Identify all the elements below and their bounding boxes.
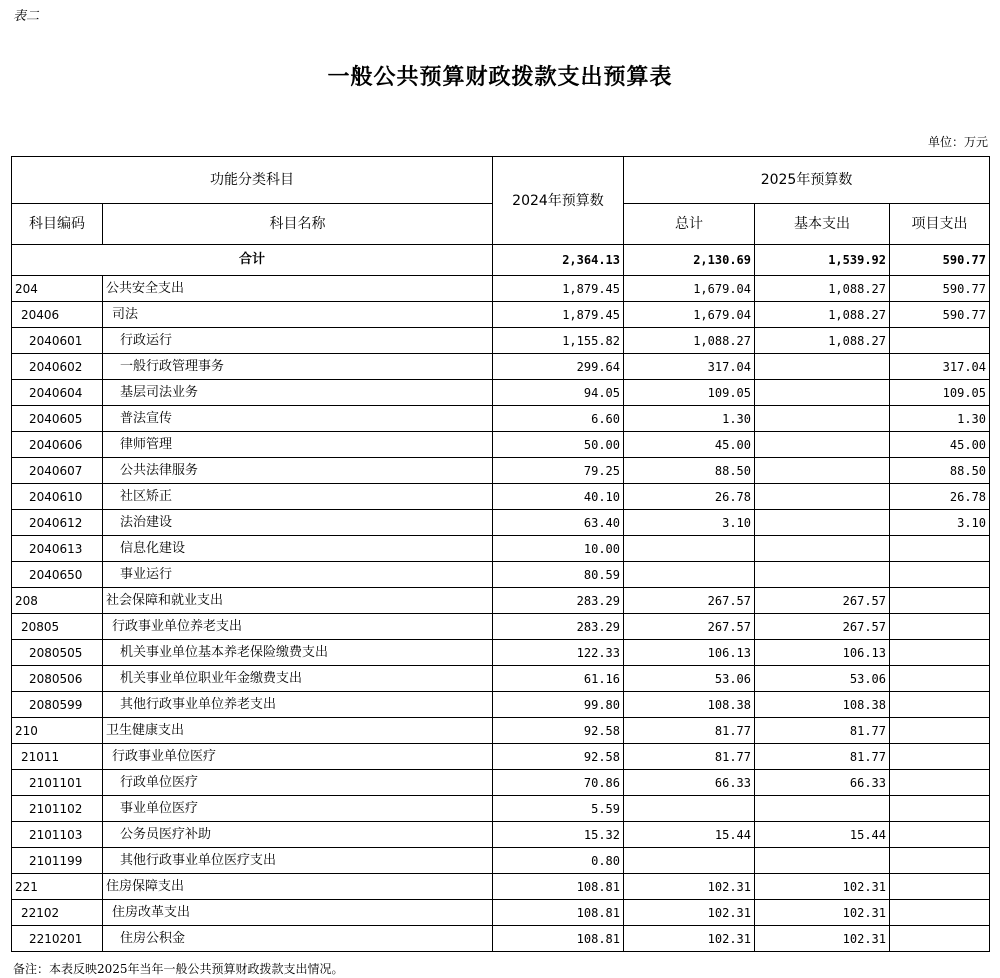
cell-budget-2025-project xyxy=(890,718,990,744)
cell-budget-2025-project: 590.77 xyxy=(890,302,990,328)
table-row xyxy=(12,718,990,744)
cell-name: 住房保障支出 xyxy=(103,874,493,900)
cell-name: 律师管理 xyxy=(103,432,493,458)
cell-budget-2025-basic xyxy=(755,380,890,406)
table-row xyxy=(12,458,990,484)
cell-name: 行政事业单位养老支出 xyxy=(103,614,493,640)
cell-budget-2025-total: 66.33 xyxy=(624,770,755,796)
cell-budget-2025-total: 81.77 xyxy=(624,718,755,744)
cell-budget-2024: 15.32 xyxy=(493,822,624,848)
budget-table xyxy=(11,156,990,952)
cell-budget-2024: 1,879.45 xyxy=(493,302,624,328)
cell-budget-2025-basic: 81.77 xyxy=(755,718,890,744)
cell-name: 法治建设 xyxy=(103,510,493,536)
cell-budget-2025-project: 1.30 xyxy=(890,406,990,432)
cell-budget-2024: 40.10 xyxy=(493,484,624,510)
cell-code: 2210201 xyxy=(12,926,103,952)
cell-budget-2025-basic xyxy=(755,536,890,562)
cell-budget-2024: 108.81 xyxy=(493,926,624,952)
cell-budget-2025-project: 109.05 xyxy=(890,380,990,406)
cell-budget-2025-basic: 102.31 xyxy=(755,874,890,900)
total-budget-2025-total: 2,130.69 xyxy=(624,245,755,276)
cell-budget-2025-total xyxy=(624,796,755,822)
table-row xyxy=(12,796,990,822)
cell-code: 2040602 xyxy=(12,354,103,380)
cell-code: 2040612 xyxy=(12,510,103,536)
cell-code: 2040607 xyxy=(12,458,103,484)
cell-budget-2025-total: 1,088.27 xyxy=(624,328,755,354)
cell-budget-2025-project: 3.10 xyxy=(890,510,990,536)
cell-budget-2025-project xyxy=(890,588,990,614)
cell-budget-2025-total: 106.13 xyxy=(624,640,755,666)
cell-budget-2025-project xyxy=(890,874,990,900)
table-row xyxy=(12,614,990,640)
cell-budget-2025-total: 108.38 xyxy=(624,692,755,718)
cell-budget-2024: 0.80 xyxy=(493,848,624,874)
cell-budget-2025-basic xyxy=(755,796,890,822)
cell-name: 普法宣传 xyxy=(103,406,493,432)
table-row xyxy=(12,380,990,406)
cell-budget-2025-project xyxy=(890,770,990,796)
cell-name: 基层司法业务 xyxy=(103,380,493,406)
cell-budget-2024: 6.60 xyxy=(493,406,624,432)
header-code: 科目编码 xyxy=(12,204,103,245)
cell-name: 社区矫正 xyxy=(103,484,493,510)
cell-budget-2025-total: 102.31 xyxy=(624,874,755,900)
cell-name: 机关事业单位基本养老保险缴费支出 xyxy=(103,640,493,666)
header-budget-2025: 2025年预算数 xyxy=(624,157,990,204)
cell-name: 其他行政事业单位养老支出 xyxy=(103,692,493,718)
cell-code: 2040610 xyxy=(12,484,103,510)
cell-code: 2040606 xyxy=(12,432,103,458)
cell-name: 行政事业单位医疗 xyxy=(103,744,493,770)
table-row xyxy=(12,432,990,458)
cell-budget-2025-total: 1,679.04 xyxy=(624,276,755,302)
cell-name: 事业运行 xyxy=(103,562,493,588)
cell-budget-2025-basic: 53.06 xyxy=(755,666,890,692)
cell-budget-2025-total: 53.06 xyxy=(624,666,755,692)
cell-budget-2025-basic xyxy=(755,510,890,536)
header-total: 总计 xyxy=(624,204,755,245)
cell-name: 住房改革支出 xyxy=(103,900,493,926)
cell-name: 公务员医疗补助 xyxy=(103,822,493,848)
cell-code: 20406 xyxy=(12,302,103,328)
cell-budget-2024: 1,155.82 xyxy=(493,328,624,354)
cell-budget-2025-basic xyxy=(755,562,890,588)
cell-budget-2024: 80.59 xyxy=(493,562,624,588)
cell-code: 2080599 xyxy=(12,692,103,718)
cell-budget-2025-project xyxy=(890,900,990,926)
cell-budget-2025-total: 45.00 xyxy=(624,432,755,458)
table-row xyxy=(12,848,990,874)
cell-budget-2024: 70.86 xyxy=(493,770,624,796)
cell-budget-2025-project xyxy=(890,614,990,640)
table-row xyxy=(12,926,990,952)
table-number-label: 表二 xyxy=(13,9,40,24)
cell-budget-2025-total: 267.57 xyxy=(624,614,755,640)
table-row xyxy=(12,692,990,718)
cell-name: 信息化建设 xyxy=(103,536,493,562)
table-row xyxy=(12,666,990,692)
cell-budget-2025-project xyxy=(890,796,990,822)
cell-code: 2080506 xyxy=(12,666,103,692)
cell-budget-2024: 108.81 xyxy=(493,874,624,900)
cell-budget-2025-total: 102.31 xyxy=(624,926,755,952)
total-budget-2025-project: 590.77 xyxy=(890,245,990,276)
header-name: 科目名称 xyxy=(103,204,493,245)
cell-budget-2024: 1,879.45 xyxy=(493,276,624,302)
cell-budget-2025-project: 88.50 xyxy=(890,458,990,484)
cell-budget-2025-basic: 108.38 xyxy=(755,692,890,718)
cell-budget-2025-total: 267.57 xyxy=(624,588,755,614)
cell-budget-2025-basic: 267.57 xyxy=(755,614,890,640)
total-budget-2025-basic: 1,539.92 xyxy=(755,245,890,276)
cell-budget-2024: 283.29 xyxy=(493,614,624,640)
cell-budget-2024: 79.25 xyxy=(493,458,624,484)
cell-budget-2024: 92.58 xyxy=(493,744,624,770)
cell-budget-2025-basic: 102.31 xyxy=(755,926,890,952)
cell-name: 其他行政事业单位医疗支出 xyxy=(103,848,493,874)
cell-budget-2025-project xyxy=(890,744,990,770)
cell-code: 21011 xyxy=(12,744,103,770)
cell-code: 2101101 xyxy=(12,770,103,796)
cell-budget-2025-basic: 1,088.27 xyxy=(755,328,890,354)
cell-code: 2101199 xyxy=(12,848,103,874)
cell-budget-2025-basic: 267.57 xyxy=(755,588,890,614)
table-row xyxy=(12,770,990,796)
cell-budget-2025-basic xyxy=(755,354,890,380)
cell-budget-2024: 99.80 xyxy=(493,692,624,718)
table-row xyxy=(12,562,990,588)
cell-budget-2025-total xyxy=(624,848,755,874)
table-row xyxy=(12,406,990,432)
cell-budget-2025-basic xyxy=(755,458,890,484)
header-functional-category: 功能分类科目 xyxy=(12,157,493,204)
table-row xyxy=(12,640,990,666)
cell-code: 2040605 xyxy=(12,406,103,432)
cell-budget-2025-project xyxy=(890,848,990,874)
cell-name: 机关事业单位职业年金缴费支出 xyxy=(103,666,493,692)
header-row-top xyxy=(12,157,990,204)
cell-budget-2024: 299.64 xyxy=(493,354,624,380)
cell-budget-2025-total xyxy=(624,536,755,562)
cell-name: 司法 xyxy=(103,302,493,328)
cell-budget-2025-basic: 81.77 xyxy=(755,744,890,770)
table-row xyxy=(12,744,990,770)
cell-budget-2025-basic xyxy=(755,406,890,432)
table-row xyxy=(12,276,990,302)
cell-budget-2025-total: 109.05 xyxy=(624,380,755,406)
cell-budget-2025-total: 1,679.04 xyxy=(624,302,755,328)
cell-budget-2025-project xyxy=(890,692,990,718)
cell-budget-2024: 10.00 xyxy=(493,536,624,562)
cell-budget-2025-total: 317.04 xyxy=(624,354,755,380)
total-row xyxy=(12,245,990,276)
cell-budget-2025-total xyxy=(624,562,755,588)
cell-code: 2101103 xyxy=(12,822,103,848)
table-row xyxy=(12,874,990,900)
cell-budget-2024: 63.40 xyxy=(493,510,624,536)
cell-budget-2025-total: 15.44 xyxy=(624,822,755,848)
cell-budget-2025-project: 26.78 xyxy=(890,484,990,510)
cell-budget-2025-project xyxy=(890,926,990,952)
table-row xyxy=(12,302,990,328)
cell-budget-2025-total: 3.10 xyxy=(624,510,755,536)
cell-name: 住房公积金 xyxy=(103,926,493,952)
cell-code: 221 xyxy=(12,874,103,900)
table-row xyxy=(12,900,990,926)
table-row xyxy=(12,588,990,614)
header-budget-2024: 2024年预算数 xyxy=(493,157,624,245)
cell-code: 204 xyxy=(12,276,103,302)
cell-code: 2101102 xyxy=(12,796,103,822)
table-row xyxy=(12,354,990,380)
table-row xyxy=(12,510,990,536)
table-row xyxy=(12,328,990,354)
cell-budget-2025-project xyxy=(890,328,990,354)
cell-code: 210 xyxy=(12,718,103,744)
cell-budget-2025-project: 317.04 xyxy=(890,354,990,380)
cell-code: 2080505 xyxy=(12,640,103,666)
cell-budget-2025-project: 45.00 xyxy=(890,432,990,458)
cell-name: 公共安全支出 xyxy=(103,276,493,302)
cell-budget-2025-basic: 66.33 xyxy=(755,770,890,796)
cell-code: 20805 xyxy=(12,614,103,640)
cell-code: 22102 xyxy=(12,900,103,926)
cell-budget-2024: 61.16 xyxy=(493,666,624,692)
cell-budget-2025-basic xyxy=(755,432,890,458)
cell-budget-2025-project xyxy=(890,562,990,588)
cell-budget-2025-basic: 106.13 xyxy=(755,640,890,666)
cell-budget-2025-project: 590.77 xyxy=(890,276,990,302)
cell-budget-2024: 5.59 xyxy=(493,796,624,822)
cell-budget-2025-total: 26.78 xyxy=(624,484,755,510)
cell-budget-2025-basic: 1,088.27 xyxy=(755,276,890,302)
cell-budget-2025-project xyxy=(890,536,990,562)
total-budget-2024: 2,364.13 xyxy=(493,245,624,276)
cell-budget-2025-project xyxy=(890,822,990,848)
table-row xyxy=(12,822,990,848)
cell-budget-2025-basic: 1,088.27 xyxy=(755,302,890,328)
cell-budget-2025-project xyxy=(890,666,990,692)
cell-budget-2025-project xyxy=(890,640,990,666)
cell-budget-2025-total: 88.50 xyxy=(624,458,755,484)
cell-budget-2025-total: 1.30 xyxy=(624,406,755,432)
footnote: 备注：本表反映2025年当年一般公共预算财政拨款支出情况。 xyxy=(13,962,344,976)
cell-budget-2025-basic xyxy=(755,848,890,874)
cell-code: 2040604 xyxy=(12,380,103,406)
page-title: 一般公共预算财政拨款支出预算表 xyxy=(327,64,673,90)
unit-label: 单位：万元 xyxy=(927,135,988,149)
cell-code: 2040650 xyxy=(12,562,103,588)
cell-budget-2024: 108.81 xyxy=(493,900,624,926)
header-basic: 基本支出 xyxy=(755,204,890,245)
cell-budget-2025-basic: 102.31 xyxy=(755,900,890,926)
cell-budget-2025-basic xyxy=(755,484,890,510)
cell-budget-2024: 50.00 xyxy=(493,432,624,458)
cell-budget-2024: 122.33 xyxy=(493,640,624,666)
cell-name: 一般行政管理事务 xyxy=(103,354,493,380)
cell-name: 社会保障和就业支出 xyxy=(103,588,493,614)
cell-code: 2040601 xyxy=(12,328,103,354)
cell-name: 公共法律服务 xyxy=(103,458,493,484)
cell-name: 事业单位医疗 xyxy=(103,796,493,822)
cell-code: 208 xyxy=(12,588,103,614)
header-project: 项目支出 xyxy=(890,204,990,245)
cell-name: 行政运行 xyxy=(103,328,493,354)
cell-budget-2025-total: 102.31 xyxy=(624,900,755,926)
cell-budget-2025-basic: 15.44 xyxy=(755,822,890,848)
cell-budget-2025-total: 81.77 xyxy=(624,744,755,770)
cell-budget-2024: 283.29 xyxy=(493,588,624,614)
cell-name: 卫生健康支出 xyxy=(103,718,493,744)
cell-name: 行政单位医疗 xyxy=(103,770,493,796)
table-row xyxy=(12,484,990,510)
total-label: 合计 xyxy=(12,245,493,276)
table-row xyxy=(12,536,990,562)
cell-budget-2024: 94.05 xyxy=(493,380,624,406)
cell-code: 2040613 xyxy=(12,536,103,562)
cell-budget-2024: 92.58 xyxy=(493,718,624,744)
